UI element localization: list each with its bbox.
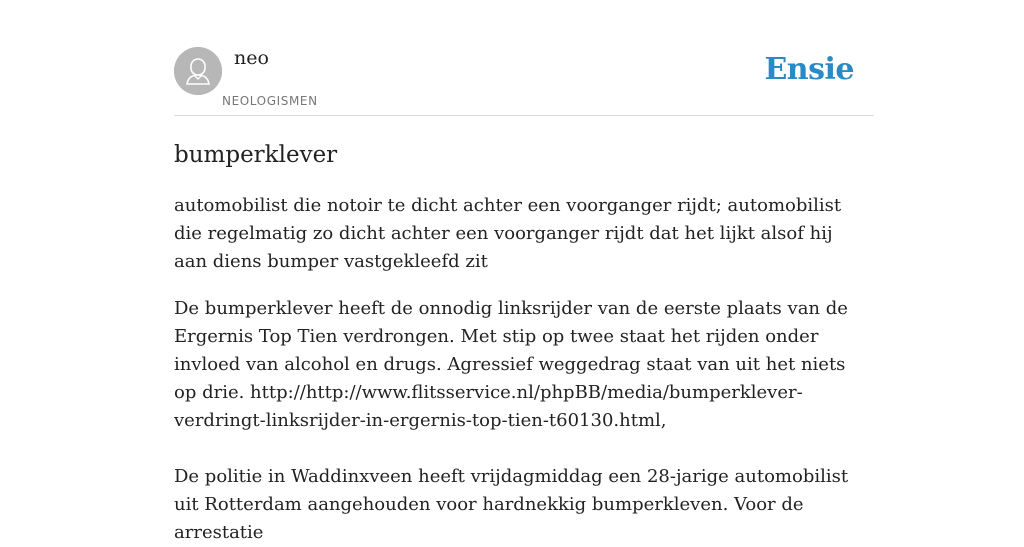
- user-icon: [174, 47, 222, 95]
- ensie-logo[interactable]: Ensie: [764, 52, 854, 87]
- author-username[interactable]: neo: [234, 47, 269, 69]
- entry-title: bumperklever: [174, 142, 338, 168]
- section-label[interactable]: NEOLOGISMEN: [222, 94, 318, 108]
- entry-page: [174, 0, 874, 543]
- entry-example: De bumperklever heeft de onnodig linksrijder van de eerste plaats van de Ergernis Top Tien verdrongen. Met stip op twee staat het rijden onder invloed van alcohol en drugs. Agressief weggedrag staat van uit het niets op drie. http://http://www.flitsservice.nl/phpBB/media/bumperklever-verdringt-linksrijder-in-ergernis-top-tien-t60130.html, De politie in Waddinxveen heeft vrijdagmiddag een 28-jarige automobilist uit Rotterdam aangehouden voor hardnekkig bumperkleven. Voor de arrestatie: [174, 298, 849, 543]
- entry-header: [174, 0, 874, 116]
- entry-definition: automobilist die notoir te dicht achter een voorganger rijdt; automobilist die regelmatig zo dicht achter een voorganger rijdt dat het lijkt alsof hij aan diens bumper vastgekleefd zit: [174, 195, 842, 272]
- author-avatar[interactable]: [174, 47, 222, 95]
